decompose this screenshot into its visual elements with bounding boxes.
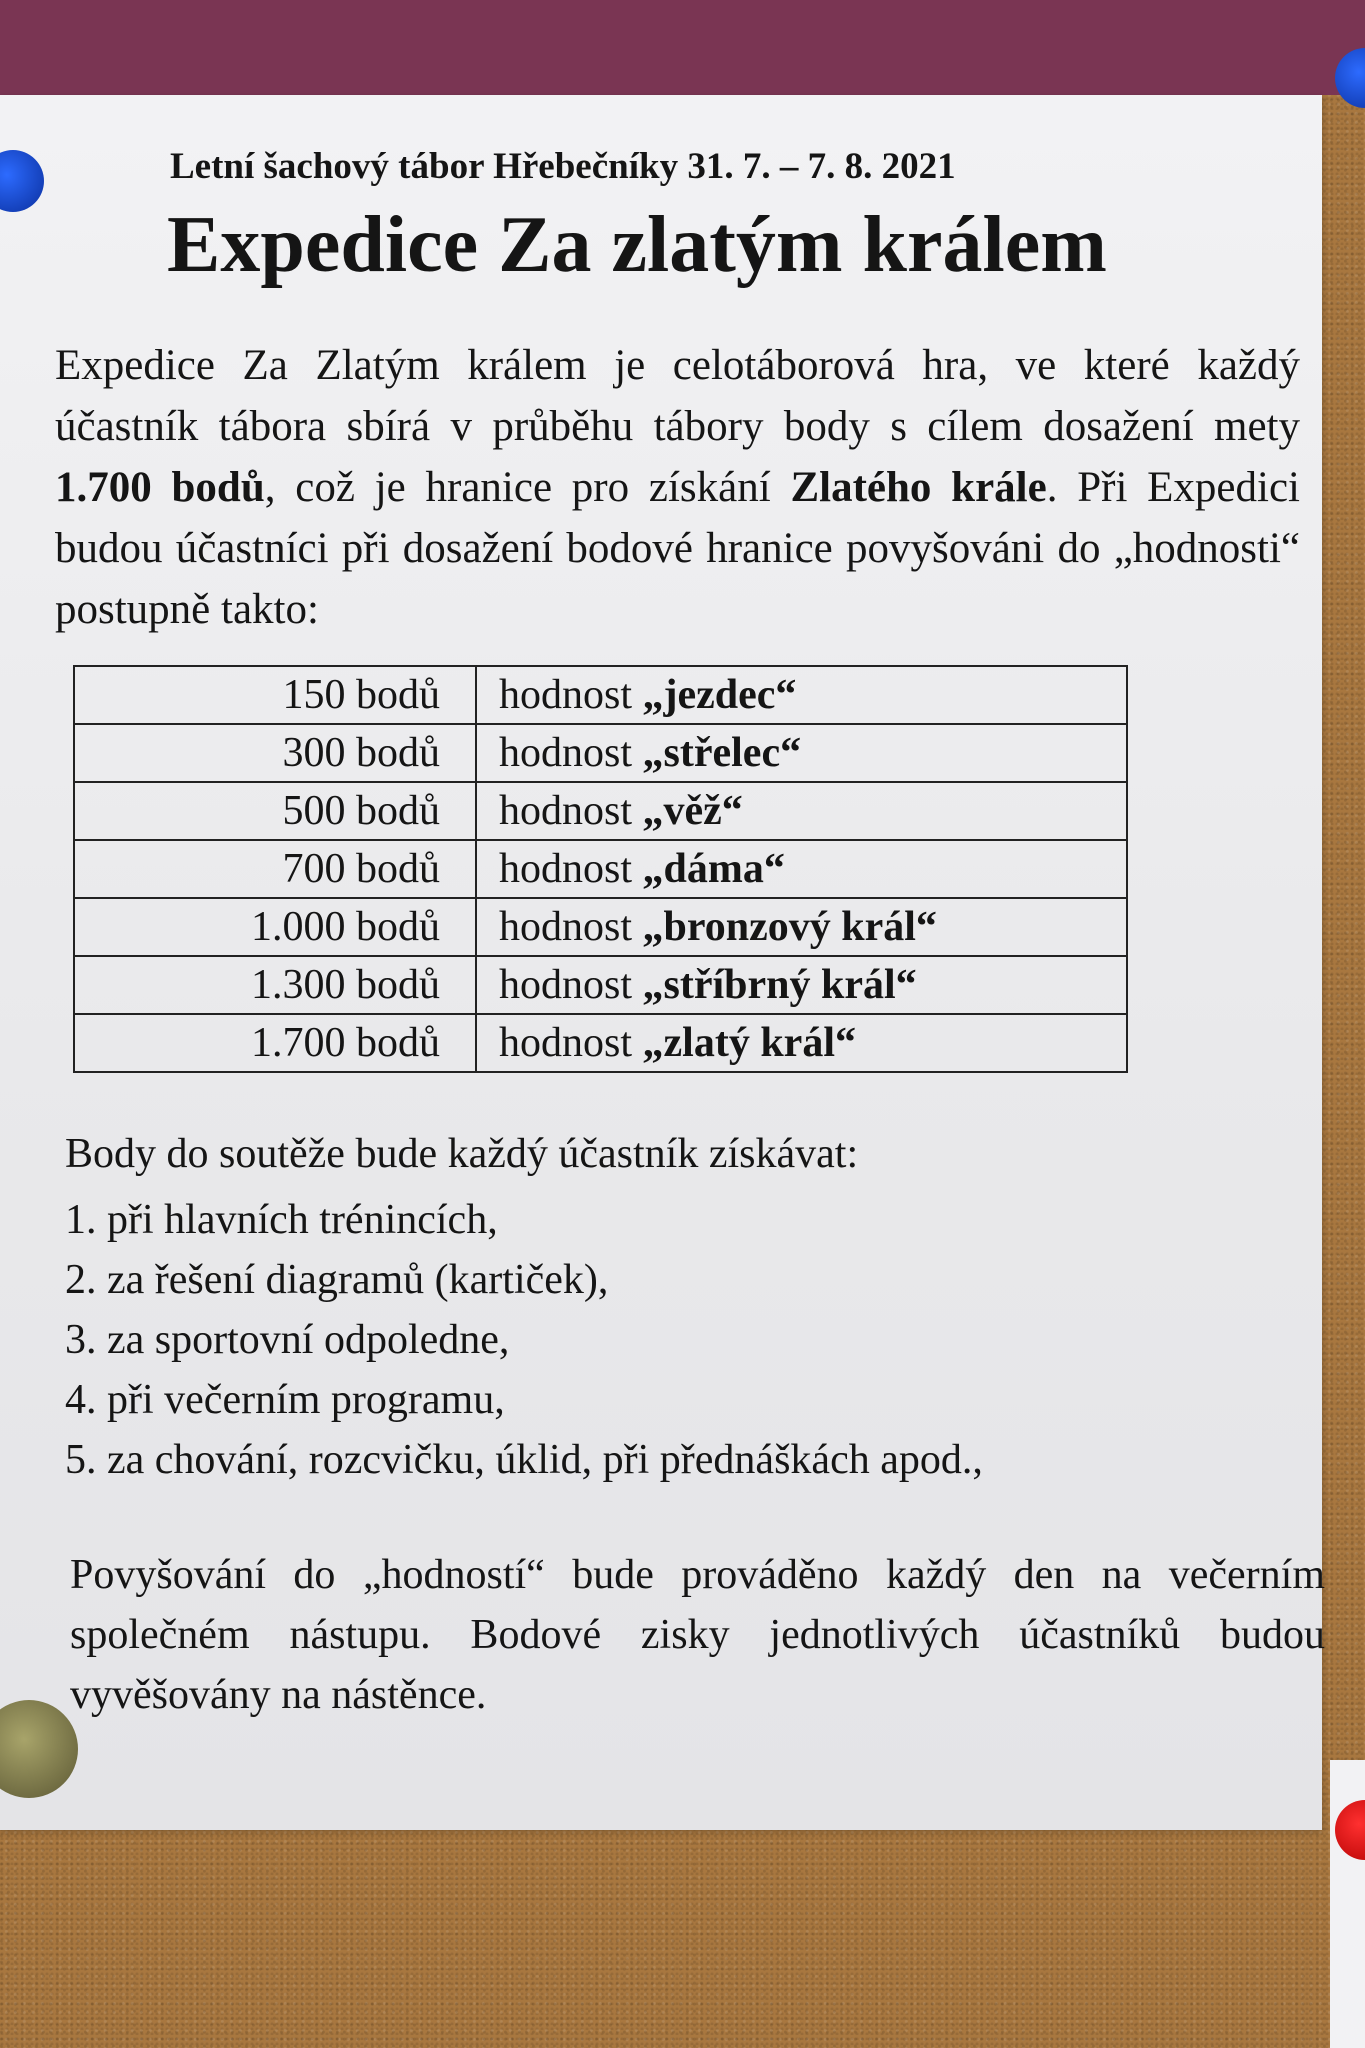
- rank-prefix: hodnost: [499, 672, 643, 718]
- table-row: [74, 666, 1127, 724]
- points-cell: 1.300 bodů: [74, 956, 476, 1014]
- intro-paragraph: [55, 335, 1300, 640]
- points-cell: 500 bodů: [74, 782, 476, 840]
- rank-prefix: hodnost: [499, 962, 643, 1008]
- rank-name: „dáma“: [642, 846, 785, 892]
- table-row: [74, 898, 1127, 956]
- rank-cell: [476, 724, 1127, 782]
- rank-name: „jezdec“: [642, 672, 797, 718]
- rank-cell: [476, 840, 1127, 898]
- rank-cell: [476, 956, 1127, 1014]
- rank-cell: [476, 666, 1127, 724]
- list-item: 2. za řešení diagramů (kartiček),: [65, 1257, 609, 1303]
- rank-prefix: hodnost: [499, 730, 643, 776]
- award-name: Zlatého krále: [790, 464, 1047, 511]
- rank-prefix: hodnost: [499, 1020, 643, 1066]
- rank-prefix: hodnost: [499, 846, 643, 892]
- points-cell: 1.000 bodů: [74, 898, 476, 956]
- table-row: [74, 840, 1127, 898]
- intro-text-1: Expedice Za Zlatým králem je celotáborová hra, ve které každý účastník tábora sbírá v průběhu tábory body s cílem dosažení mety: [55, 342, 1300, 450]
- camp-subtitle: Letní šachový tábor Hřebečníky 31. 7. – 7. 8. 2021: [170, 146, 956, 187]
- list-item: 5. za chování, rozcvičku, úklid, při přednáškách apod.,: [65, 1437, 983, 1483]
- table-row: [74, 724, 1127, 782]
- rank-name: „zlatý král“: [642, 1020, 856, 1066]
- list-item: 1. při hlavních trénincích,: [65, 1197, 498, 1243]
- points-cell: 1.700 bodů: [74, 1014, 476, 1072]
- rank-cell: [476, 782, 1127, 840]
- points-list: [65, 1190, 983, 1490]
- rank-name: „střelec“: [642, 730, 802, 776]
- rank-name: „věž“: [642, 788, 743, 834]
- page-title: Expedice Za zlatým králem: [167, 201, 1107, 289]
- rank-cell: [476, 898, 1127, 956]
- list-item: 3. za sportovní odpoledne,: [65, 1317, 510, 1363]
- rank-prefix: hodnost: [499, 788, 643, 834]
- list-item: 4. při večerním programu,: [65, 1377, 505, 1423]
- rank-name: „stříbrný král“: [642, 962, 917, 1008]
- rank-name: „bronzový král“: [642, 904, 937, 950]
- rank-prefix: hodnost: [499, 904, 643, 950]
- wall-band: [0, 0, 1365, 95]
- table-row: [74, 1014, 1127, 1072]
- table-row: [74, 782, 1127, 840]
- points-cell: 300 bodů: [74, 724, 476, 782]
- goal-points: 1.700 bodů: [55, 464, 265, 511]
- rank-cell: [476, 1014, 1127, 1072]
- rank-table: [73, 665, 1128, 1073]
- closing-paragraph: Povyšování do „hodností“ bude prováděno každý den na večerním společném nástupu. Bodové zisky jednotlivých účastníků budou vyvěšovány na nástěnce.: [70, 1552, 1325, 1718]
- intro-text-2: , což je hranice pro získání: [264, 464, 791, 511]
- points-heading: Body do soutěže bude každý účastník získávat:: [65, 1131, 859, 1177]
- table-row: [74, 956, 1127, 1014]
- points-cell: 700 bodů: [74, 840, 476, 898]
- intro-text-3: . Při Expedici budou účastníci při dosažení bodové hranice povyšováni do „hodnosti“ postupně takto:: [55, 464, 1300, 633]
- points-cell: 150 bodů: [74, 666, 476, 724]
